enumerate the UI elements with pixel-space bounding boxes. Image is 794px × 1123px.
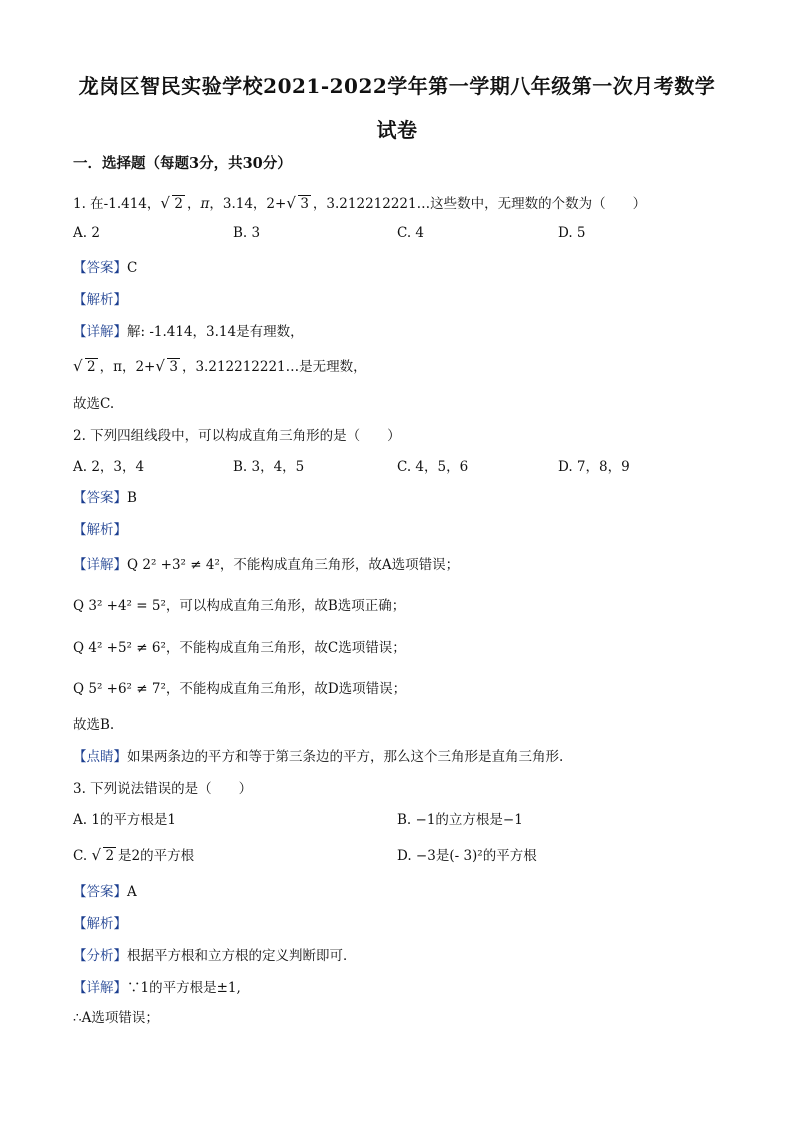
q2-stem: 2. 下列四组线段中，可以构成直角三角形的是（ ）: [73, 428, 401, 444]
q2-option-d: D. 7，8，9: [558, 459, 630, 475]
q2-parse-label: 【解析】: [73, 522, 127, 538]
q2-detail-c: Q 4² +5² ≠ 6²，不能构成直角三角形，故C选项错误；: [73, 640, 406, 656]
q1-detail-2: √ 2 ，π，2+√ 3 ，3.212212221…是无理数，: [73, 355, 367, 375]
sqrt-symbol: √ 2: [73, 359, 98, 375]
q2-detail-d: Q 5² +6² ≠ 7²，不能构成直角三角形，故D选项错误；: [73, 681, 407, 697]
q2-option-b: B. 3，4，5: [233, 459, 305, 475]
sqrt-symbol: √ 3: [286, 196, 311, 212]
q2-answer: 【答案】B: [73, 490, 137, 506]
doc-title-line1: 龙岗区智民实验学校2021-2022学年第一学期八年级第一次月考数学: [78, 74, 716, 98]
q3-analysis: 【分析】根据平方根和立方根的定义判断即可．: [73, 948, 357, 964]
q1-option-b: B. 3: [233, 225, 261, 241]
q3-option-a: A. 1的平方根是1: [73, 812, 177, 828]
q1-option-a: A. 2: [73, 225, 100, 241]
q2-detail-b: Q 3² +4² = 5²，可以构成直角三角形，故B选项正确；: [73, 598, 406, 614]
q3-option-c: C. √ 2 是2的平方根: [73, 844, 194, 864]
q2-conclusion: 故选B.: [73, 717, 115, 733]
q3-option-d: D. −3是(- 3)²的平方根: [397, 848, 537, 864]
q2-detail-a: 【详解】Q 2² +3² ≠ 4²，不能构成直角三角形，故A选项错误；: [73, 557, 460, 573]
q3-answer: 【答案】A: [73, 884, 137, 900]
q1-stem: 1. 在-1.414，√ 2 ，π，3.14，2+√ 3 ，3.212212221…这些数中，无理数的个数为（ ）: [73, 192, 646, 212]
q2-option-a: A. 2，3，4: [73, 459, 145, 475]
q2-remark: 【点睛】如果两条边的平方和等于第三条边的平方，那么这个三角形是直角三角形.: [73, 749, 564, 765]
sqrt-symbol: √ 3: [155, 359, 180, 375]
q3-parse-label: 【解析】: [73, 916, 127, 932]
q3-detail-2: ∴A选项错误；: [73, 1010, 159, 1026]
sqrt-symbol: √ 2: [160, 196, 185, 212]
q3-detail: 【详解】∵1的平方根是±1,: [73, 980, 241, 996]
doc-title-line2: 试卷: [376, 118, 418, 142]
q1-parse-label: 【解析】: [73, 292, 127, 308]
q1-answer: 【答案】C: [73, 260, 138, 276]
sqrt-symbol: √ 2: [91, 848, 116, 864]
section-heading: 一．选择题（每题3分，共30分）: [73, 155, 292, 172]
q1-conclusion: 故选C.: [73, 396, 115, 412]
q1-detail: 【详解】解: -1.414，3.14是有理数，: [73, 324, 304, 340]
q3-option-b: B. −1的立方根是−1: [397, 812, 523, 828]
q1-option-c: C. 4: [397, 225, 425, 241]
q3-stem: 3. 下列说法错误的是（ ）: [73, 781, 253, 797]
q1-option-d: D. 5: [558, 225, 586, 241]
q2-option-c: C. 4，5，6: [397, 459, 469, 475]
